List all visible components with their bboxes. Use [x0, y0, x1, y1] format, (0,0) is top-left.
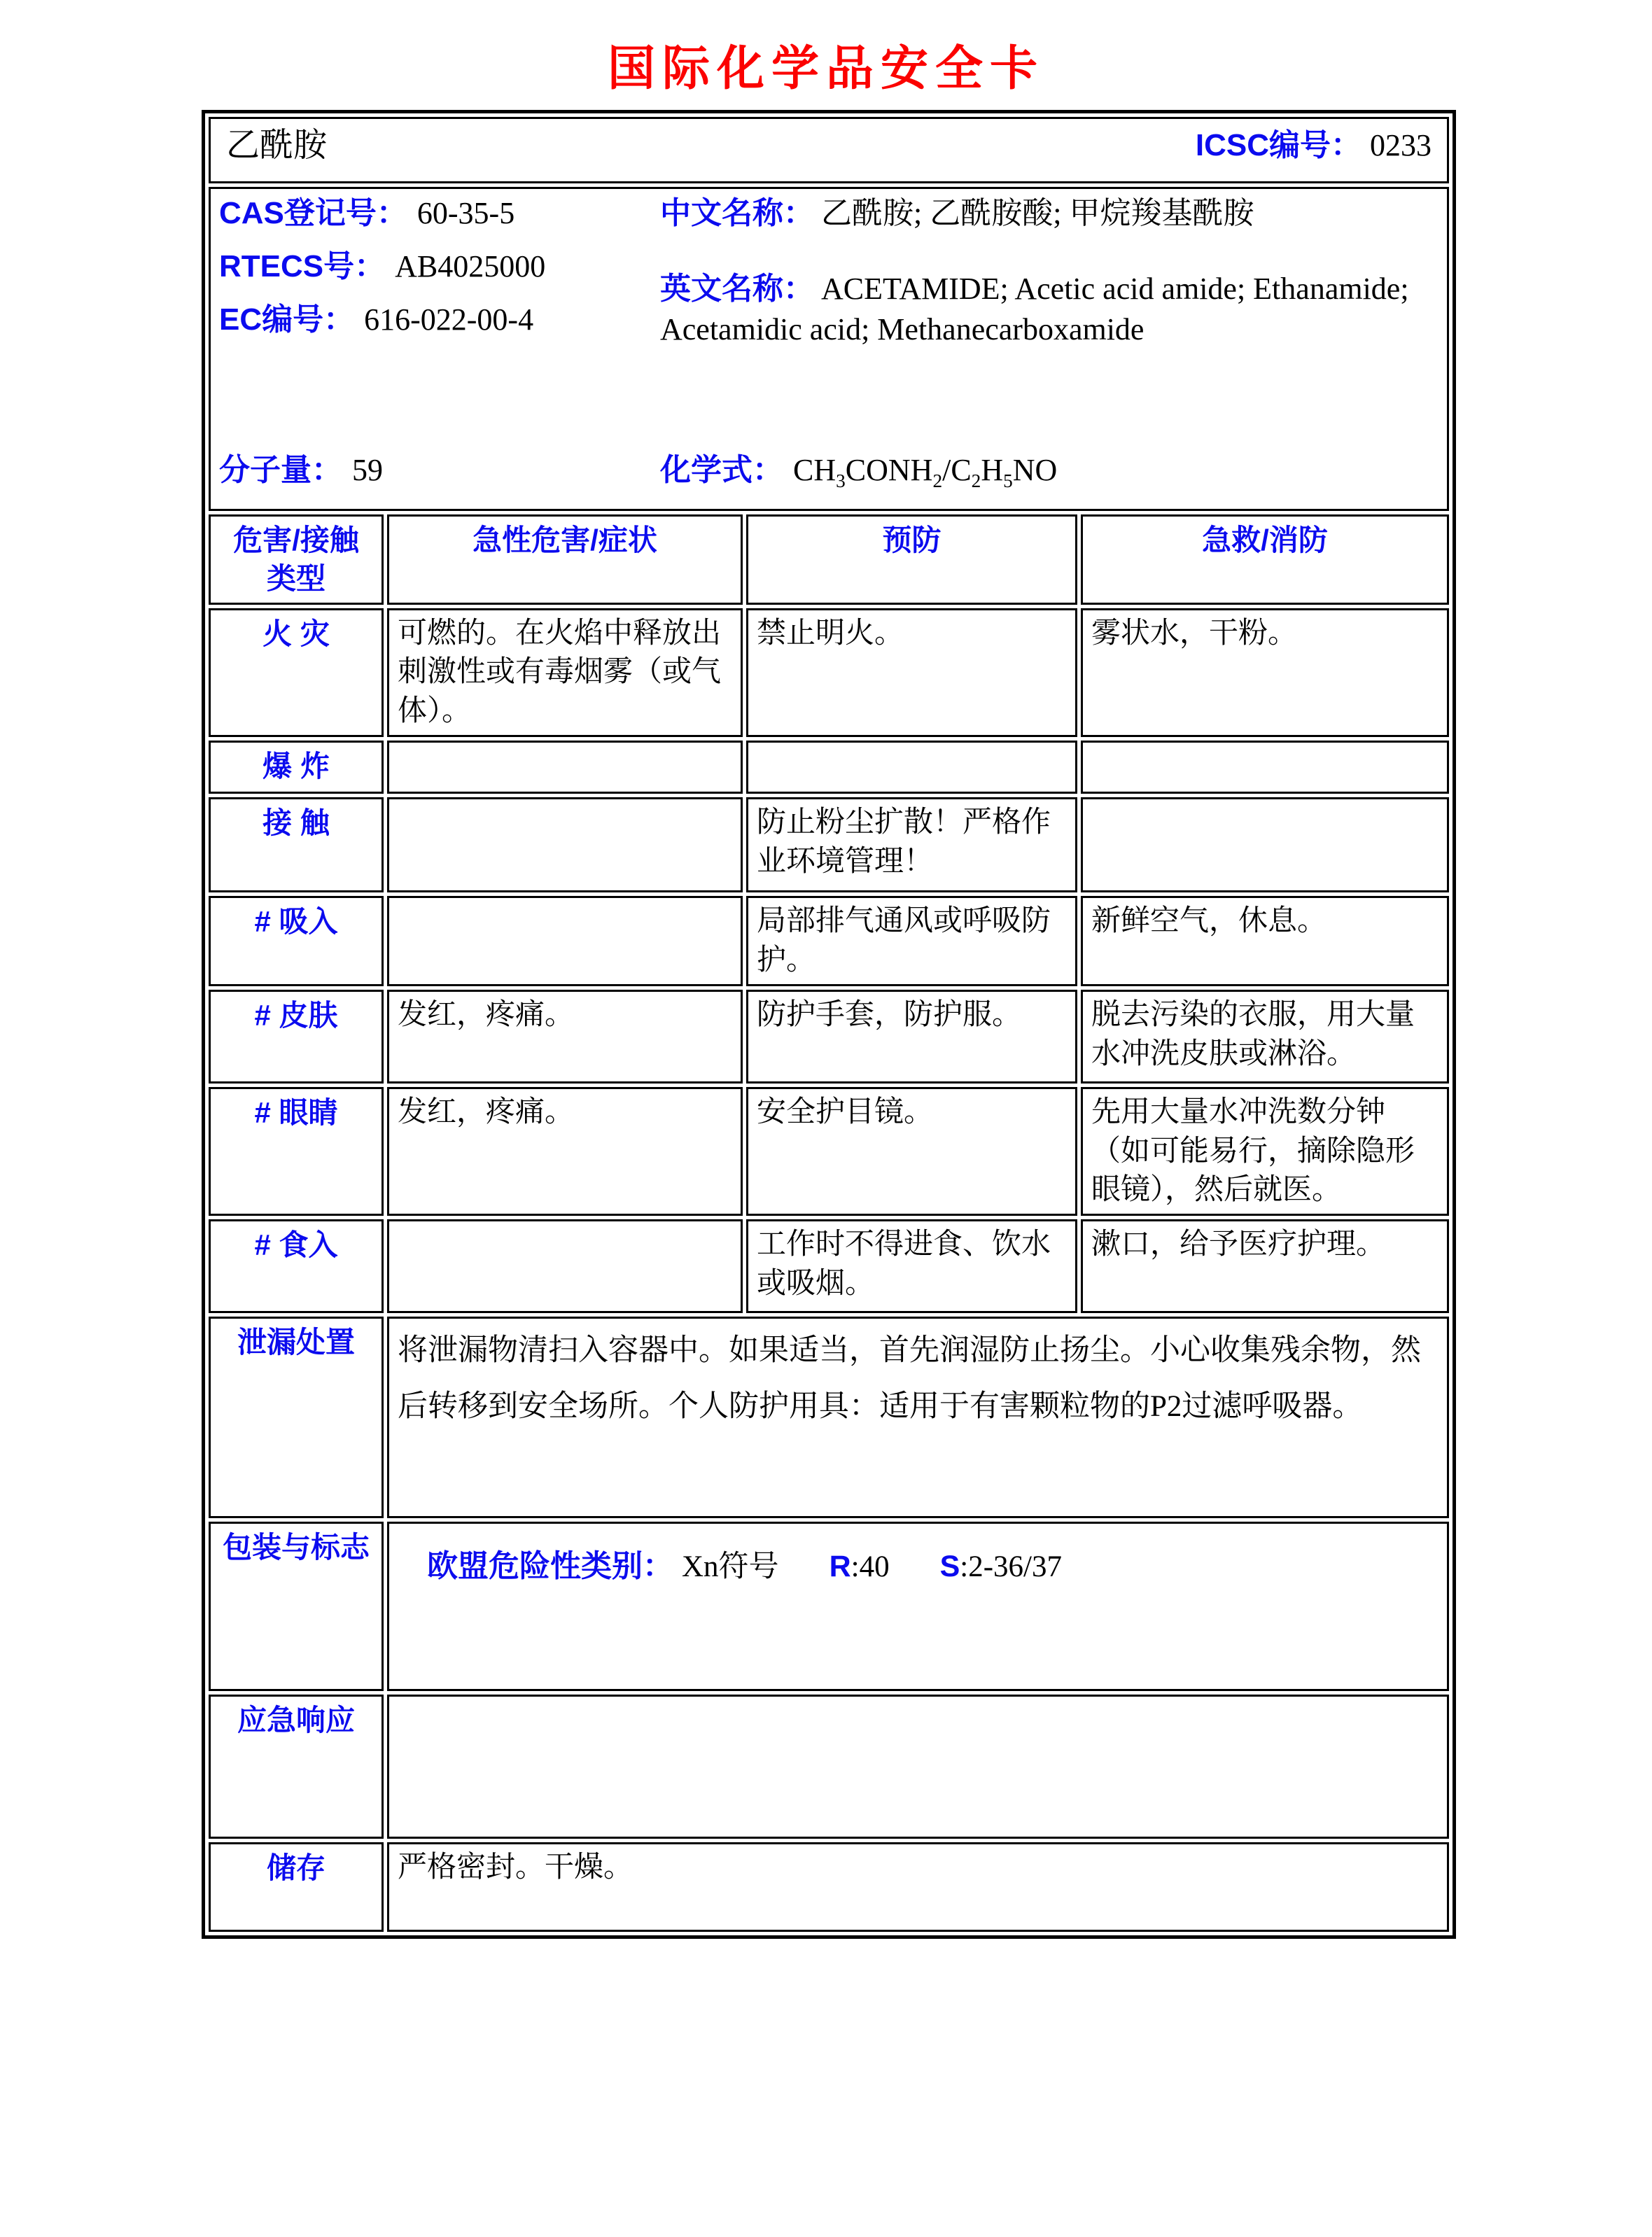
hazard-table-header-row: [209, 514, 1449, 605]
row-label-ingestion: # 食入: [209, 1219, 384, 1313]
formula-segment: H: [981, 453, 1004, 488]
ingestion-prevention: 工作时不得进食、饮水或吸烟。: [746, 1219, 1077, 1313]
skin-firstaid: 脱去污染的衣服，用大量水冲洗皮肤或淋浴。: [1081, 990, 1449, 1084]
inhalation-prevention: 局部排气通风或呼吸防护。: [746, 896, 1077, 986]
ec-number-value: 616-022-00-4: [364, 302, 534, 337]
identity-cell: [209, 187, 1449, 511]
identity-row: [209, 187, 1449, 511]
chinese-name-label: 中文名称：: [660, 196, 814, 230]
exposure-symptoms: [387, 797, 743, 892]
spillage-content: [387, 1317, 1449, 1518]
table-row-spillage: [209, 1317, 1449, 1518]
icsc-number-label: ICSC编号：: [1195, 127, 1362, 162]
table-row-eyes: [209, 1087, 1449, 1216]
exposure-firstaid: [1081, 797, 1449, 892]
r-phrase-label: R: [829, 1550, 851, 1584]
r-phrase-value: :40: [850, 1550, 890, 1584]
ingestion-firstaid: 漱口，给予医疗护理。: [1081, 1219, 1449, 1313]
table-row-inhalation: [209, 896, 1449, 986]
row-label-eyes: # 眼睛: [209, 1087, 384, 1216]
eyes-firstaid: 先用大量水冲洗数分钟（如可能易行，摘除隐形眼镜），然后就医。: [1081, 1087, 1449, 1216]
table-row-fire: [209, 608, 1449, 737]
table-row-storage: [209, 1842, 1449, 1932]
inhalation-symptoms: [387, 896, 743, 986]
fire-firstaid: 雾状水，干粉。: [1081, 608, 1449, 737]
formula-subscript: 2: [932, 470, 943, 491]
row-label-storage: 储存: [209, 1842, 384, 1932]
row-label-emergency: 应急响应: [209, 1695, 384, 1839]
english-name-value: ACETAMIDE; Acetic acid amide; Ethanamide; Acetamidic acid; Methanecarboxamide: [660, 272, 1409, 347]
cas-number-field: [219, 193, 660, 234]
ec-number-label: EC编号：: [219, 302, 355, 337]
formula-subscript: 5: [1003, 470, 1013, 491]
formula-segment: CONH: [845, 453, 933, 488]
title-row: [209, 117, 1449, 183]
cas-number-label: CAS登记号：: [219, 196, 407, 230]
icsc-number-value: 0233: [1370, 127, 1432, 162]
row-label-inhalation: # 吸入: [209, 896, 384, 986]
spillage-text: 将泄漏物清扫入容器中。如果适当，首先润湿防止扬尘。小心收集残余物，然后转移到安全场所。个人防护用具：适用于有害颗粒物的P2过滤呼吸器。: [398, 1334, 1421, 1423]
row-label-fire: 火 灾: [209, 608, 384, 737]
row-label-packaging: 包装与标志: [209, 1522, 384, 1691]
column-header-hazard-type: [209, 514, 384, 605]
page-title: 国际化学品安全卡: [607, 42, 1044, 95]
row-label-skin: # 皮肤: [209, 990, 384, 1084]
icsc-number-field: [1196, 125, 1432, 166]
skin-symptoms: 发红，疼痛。: [387, 990, 743, 1084]
chinese-name-field: [660, 193, 1433, 234]
exposure-prevention: 防止粉尘扩散！严格作业环境管理！: [746, 797, 1077, 892]
english-name-field: [660, 269, 1433, 350]
explosion-firstaid: [1081, 741, 1449, 794]
packaging-content: [387, 1522, 1449, 1691]
s-phrase-value: :2-36/37: [960, 1550, 1062, 1584]
table-row-packaging: [209, 1522, 1449, 1691]
formula-segment: /C: [942, 453, 972, 488]
formula-subscript: 3: [836, 470, 846, 491]
explosion-prevention: [746, 741, 1077, 794]
formula-segment: CH: [793, 453, 836, 488]
substance-name: 乙酰胺: [226, 127, 328, 164]
eu-hazard-symbol: Xn符号: [682, 1550, 779, 1584]
column-header-prevention: 预防: [746, 514, 1077, 605]
molecular-weight-value: 59: [352, 453, 383, 488]
table-row-skin: [209, 990, 1449, 1084]
table-row-explosion: [209, 741, 1449, 794]
table-row-emergency: [209, 1695, 1449, 1839]
row-label-explosion: 爆 炸: [209, 741, 384, 794]
eu-hazard-class-label: 欧盟危险性类别：: [427, 1549, 673, 1584]
cas-number-value: 60-35-5: [416, 196, 515, 230]
eu-hazard-class-line: [398, 1528, 1438, 1587]
icsc-card-table: [202, 110, 1456, 1939]
fire-prevention: 禁止明火。: [746, 608, 1077, 737]
fire-symptoms: 可燃的。在火焰中释放出刺激性或有毒烟雾（或气体）。: [387, 608, 743, 737]
row-label-spillage: 泄漏处置: [209, 1317, 384, 1518]
eyes-prevention: 安全护目镜。: [746, 1087, 1077, 1216]
emergency-content: [387, 1695, 1449, 1839]
chemical-formula-label: 化学式：: [660, 453, 783, 488]
chinese-name-value: 乙酰胺; 乙酰胺酸; 甲烷羧基酰胺: [821, 196, 1254, 230]
explosion-symptoms: [387, 741, 743, 794]
molecular-weight-field: [219, 450, 660, 505]
chemical-formula-field: [660, 450, 1438, 505]
table-row-ingestion: [209, 1219, 1449, 1313]
ec-number-field: [219, 300, 660, 340]
skin-prevention: 防护手套，防护服。: [746, 990, 1077, 1084]
formula-subscript: 2: [971, 470, 981, 491]
storage-content: 严格密封。干燥。: [387, 1842, 1449, 1932]
registry-ids-block: [219, 193, 660, 450]
table-row-exposure: [209, 797, 1449, 892]
column-header-firstaid: 急救/消防: [1081, 514, 1449, 605]
rtecs-number-value: AB4025000: [395, 249, 546, 284]
column-header-hazard-type-line2: 类型: [266, 562, 326, 596]
names-block: [660, 193, 1438, 450]
title-row-cell: [209, 117, 1449, 183]
column-header-hazard-type-line1: 危害/接触: [233, 524, 359, 556]
column-header-symptoms: 急性危害/症状: [387, 514, 743, 605]
row-label-exposure: 接 触: [209, 797, 384, 892]
s-phrase-label: S: [939, 1550, 960, 1584]
rtecs-number-field: [219, 246, 660, 287]
ingestion-symptoms: [387, 1219, 743, 1313]
inhalation-firstaid: 新鲜空气，休息。: [1081, 896, 1449, 986]
rtecs-number-label: RTECS号：: [219, 249, 386, 284]
english-name-label: 英文名称：: [660, 272, 814, 307]
chemical-formula-value: [793, 453, 1058, 491]
formula-segment: NO: [1012, 453, 1058, 488]
molecular-weight-label: 分子量：: [219, 453, 342, 488]
eyes-symptoms: 发红，疼痛。: [387, 1087, 743, 1216]
